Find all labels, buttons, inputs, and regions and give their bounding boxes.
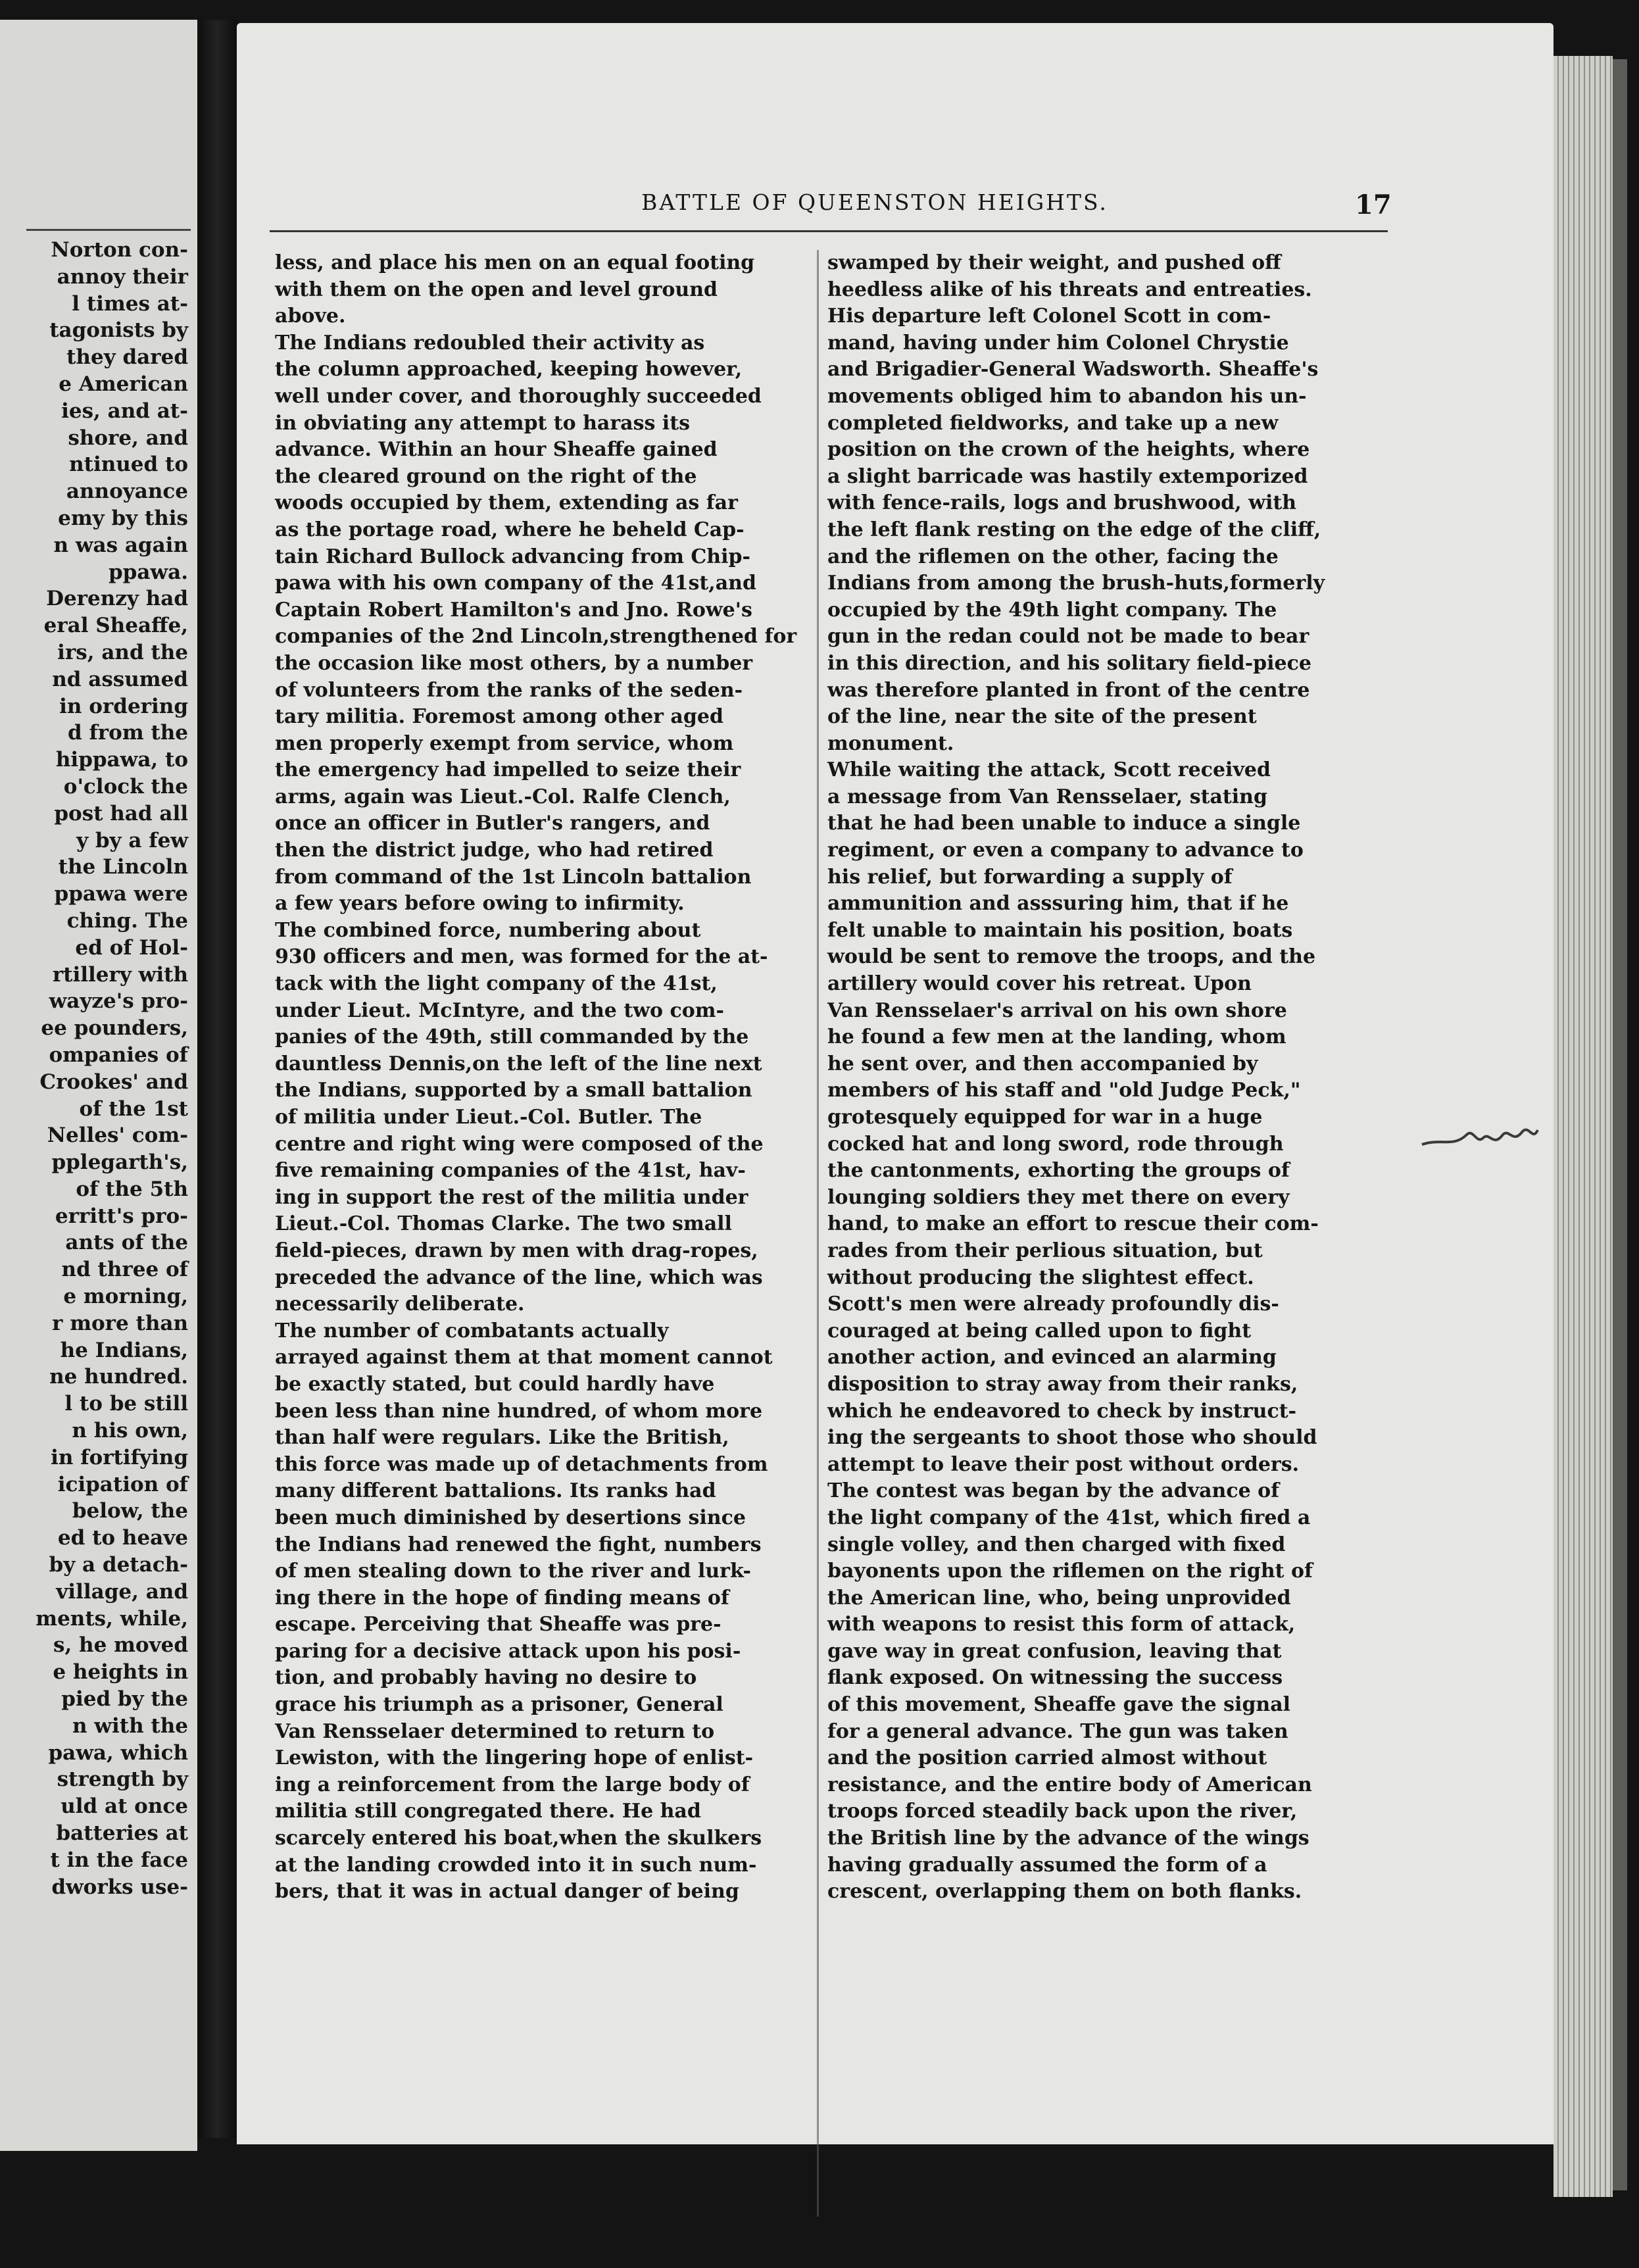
text-line: members of his staff and "old Judge Peck," bbox=[827, 1079, 1301, 1102]
text-line: cocked hat and long sword, rode through bbox=[827, 1132, 1284, 1156]
left-fragment-line: e heights in bbox=[53, 1660, 188, 1685]
left-fragment-line: n was again bbox=[53, 533, 188, 557]
left-fragment-line: rtillery with bbox=[52, 962, 188, 987]
text-line: a slight barricade was hastily extemporized bbox=[827, 464, 1308, 488]
text-line: ammunition and asssuring him, that if he bbox=[827, 892, 1289, 916]
left-fragment-line: pied by the bbox=[61, 1687, 188, 1712]
text-line: having gradually assumed the form of a bbox=[827, 1853, 1267, 1877]
left-fragment-line: Derenzy had bbox=[46, 587, 188, 611]
text-line: 930 officers and men, was formed for the at- bbox=[275, 945, 768, 969]
left-fragment-line: batteries at bbox=[56, 1821, 188, 1846]
text-line: artillery would cover his retreat. Upon bbox=[827, 972, 1252, 996]
left-fragment-line: e American bbox=[59, 372, 188, 396]
left-fragment-line: the Lincoln bbox=[58, 855, 188, 879]
left-fragment-line: erritt's pro- bbox=[55, 1204, 188, 1228]
left-fragment-line: ants of the bbox=[65, 1231, 188, 1255]
text-line: arrayed against them at that moment cannot bbox=[275, 1346, 773, 1369]
left-fragment-line: emy by this bbox=[58, 506, 188, 530]
left-fragment-line: Nelles' com- bbox=[47, 1123, 188, 1148]
text-line: Van Rensselaer determined to return to bbox=[275, 1719, 715, 1743]
text-line: the occasion like most others, by a number bbox=[275, 651, 753, 675]
text-line: of men stealing down to the river and lurk- bbox=[275, 1560, 751, 1583]
text-line: from command of the 1st Lincoln battalion bbox=[275, 865, 752, 889]
left-fragment-line: ee pounders, bbox=[41, 1016, 188, 1041]
text-line: hand, to make an effort to rescue their com- bbox=[827, 1212, 1319, 1236]
left-fragment-line: in ordering bbox=[59, 694, 188, 718]
left-fragment-line: uld at once bbox=[61, 1794, 188, 1819]
text-line: that he had been unable to induce a single bbox=[827, 812, 1301, 835]
text-line: ing the sergeants to shoot those who should bbox=[827, 1426, 1317, 1450]
text-line: as the portage road, where he beheld Cap- bbox=[275, 518, 745, 541]
text-line: with fence-rails, logs and brushwood, with bbox=[827, 491, 1297, 515]
left-fragment-line: l to be still bbox=[64, 1392, 188, 1416]
text-line: of volunteers from the ranks of the seden- bbox=[275, 678, 743, 702]
left-fragment-line: ntinued to bbox=[69, 453, 188, 477]
column-divider bbox=[817, 250, 819, 2217]
text-line: well under cover, and thoroughly succeeded bbox=[275, 384, 762, 408]
text-line: mand, having under him Colonel Chrystie bbox=[827, 331, 1289, 355]
left-fragment-line: o'clock the bbox=[63, 774, 188, 799]
text-line: heedless alike of his threats and entreaties. bbox=[827, 278, 1312, 301]
text-line: gun in the redan could not be made to bear bbox=[827, 625, 1309, 649]
left-fragment-line: shore, and bbox=[68, 426, 188, 450]
left-fragment-line: pawa, which bbox=[48, 1740, 188, 1765]
left-fragment-line: ompanies of bbox=[49, 1043, 188, 1067]
text-line: flank exposed. On witnessing the success bbox=[827, 1666, 1283, 1690]
text-column-right bbox=[827, 250, 1394, 1906]
text-line: tary militia. Foremost among other aged bbox=[275, 705, 723, 729]
text-line: the Indians, supported by a small battalion bbox=[275, 1079, 752, 1102]
text-line: at the landing crowded into it in such num- bbox=[275, 1853, 757, 1877]
left-fragment-line: ies, and at- bbox=[61, 399, 188, 423]
text-line: grotesquely equipped for war in a huge bbox=[827, 1106, 1263, 1129]
text-line: once an officer in Butler's rangers, and bbox=[275, 812, 710, 835]
left-fragment-line: ne hundred. bbox=[49, 1365, 188, 1389]
text-line: militia still congregated there. He had bbox=[275, 1800, 701, 1823]
running-header: BATTLE OF QUEENSTON HEIGHTS. bbox=[641, 189, 1108, 215]
text-line: under Lieut. McIntyre, and the two com- bbox=[275, 998, 724, 1022]
text-line: lounging soldiers they met there on every bbox=[827, 1185, 1290, 1209]
text-line: many different battalions. Its ranks had bbox=[275, 1479, 716, 1503]
left-fragment-line: eral Sheaffe, bbox=[43, 614, 188, 638]
left-fragment-line: s, he moved bbox=[53, 1633, 188, 1658]
left-fragment-line: n his own, bbox=[72, 1419, 188, 1443]
text-line: bayonents upon the riflemen on the right of bbox=[827, 1560, 1313, 1583]
text-line: crescent, overlapping them on both flanks. bbox=[827, 1880, 1302, 1904]
text-line: escape. Perceiving that Sheaffe was pre- bbox=[275, 1613, 722, 1637]
left-fragment-line: below, the bbox=[72, 1499, 188, 1523]
left-fragment-line: y by a few bbox=[76, 828, 188, 852]
left-header-rule bbox=[26, 229, 191, 231]
text-line: of this movement, Sheaffe gave the signal bbox=[827, 1693, 1291, 1717]
left-fragment-line: of the 1st bbox=[79, 1097, 188, 1121]
left-fragment-line: ed of Hol- bbox=[75, 935, 188, 960]
text-line: the American line, who, being unprovided bbox=[827, 1586, 1291, 1610]
text-line: five remaining companies of the 41st, hav- bbox=[275, 1159, 746, 1183]
text-line: Captain Robert Hamilton's and Jno. Rowe's bbox=[275, 598, 752, 622]
text-line: paring for a decisive attack upon his posi- bbox=[275, 1639, 741, 1663]
text-line: a few years before owing to infirmity. bbox=[275, 892, 685, 916]
page-edges bbox=[1553, 56, 1613, 2197]
text-line: and Brigadier-General Wadsworth. Sheaffe's bbox=[827, 358, 1319, 382]
text-line: movements obliged him to abandon his un- bbox=[827, 384, 1307, 408]
text-line: the emergency had impelled to seize their bbox=[275, 758, 741, 782]
left-fragment-line: strength by bbox=[57, 1767, 188, 1792]
text-line: bers, that it was in actual danger of being bbox=[275, 1880, 739, 1904]
left-fragment-line: l times at- bbox=[72, 291, 188, 316]
text-line: dauntless Dennis,on the left of the line next bbox=[275, 1052, 762, 1075]
text-line: without producing the slightest effect. bbox=[827, 1266, 1254, 1289]
left-fragment-line: d from the bbox=[68, 721, 188, 745]
text-line: The Indians redoubled their activity as bbox=[275, 331, 705, 355]
text-line: tion, and probably having no desire to bbox=[275, 1666, 697, 1690]
left-fragment-line: pplegarth's, bbox=[51, 1150, 188, 1175]
text-line: rades from their perlious situation, but bbox=[827, 1239, 1263, 1262]
text-line: Van Rensselaer's arrival on his own shore bbox=[827, 998, 1287, 1022]
text-line: in obviating any attempt to harass its bbox=[275, 411, 690, 435]
left-fragment-line: ching. The bbox=[66, 908, 188, 933]
left-fragment-line: post had all bbox=[54, 801, 188, 826]
handwritten-margin-mark bbox=[1421, 1118, 1539, 1164]
page-number: 17 bbox=[1355, 189, 1392, 220]
text-line: ing a reinforcement from the large body of bbox=[275, 1773, 750, 1796]
left-fragment-line: nd assumed bbox=[52, 667, 188, 691]
text-line: ing there in the hope of finding means of bbox=[275, 1586, 729, 1610]
text-line: felt unable to maintain his position, boats bbox=[827, 918, 1293, 942]
text-line: ing in support the rest of the militia under bbox=[275, 1185, 748, 1209]
text-line: resistance, and the entire body of American bbox=[827, 1773, 1312, 1796]
text-line: troops forced steadily back upon the river, bbox=[827, 1800, 1298, 1823]
text-line: companies of the 2nd Lincoln,strengthened for bbox=[275, 625, 797, 649]
text-line: regiment, or even a company to advance to bbox=[827, 839, 1304, 862]
text-line: this force was made up of detachments from bbox=[275, 1452, 768, 1476]
text-line: the cleared ground on the right of the bbox=[275, 464, 697, 488]
text-line: single volley, and then charged with fixed bbox=[827, 1533, 1286, 1556]
left-fragment-line: ments, while, bbox=[36, 1606, 188, 1631]
text-line: of the line, near the site of the present bbox=[827, 705, 1257, 729]
text-line: been much diminished by desertions since bbox=[275, 1506, 746, 1529]
left-fragment-line: icipation of bbox=[57, 1472, 188, 1496]
text-line: While waiting the attack, Scott received bbox=[827, 758, 1271, 782]
text-line: advance. Within an hour Sheaffe gained bbox=[275, 438, 718, 462]
text-line: gave way in great confusion, leaving that bbox=[827, 1639, 1282, 1663]
left-fragment-line: dworks use- bbox=[51, 1875, 188, 1899]
left-fragment-line: in fortifying bbox=[51, 1445, 188, 1469]
text-line: the light company of the 41st, which fired a bbox=[827, 1506, 1311, 1529]
header-rule bbox=[270, 230, 1388, 232]
left-fragment-line: by a detach- bbox=[49, 1553, 188, 1577]
text-line: grace his triumph as a prisoner, General bbox=[275, 1693, 723, 1717]
left-fragment-line: they dared bbox=[66, 345, 188, 370]
left-fragment-line: he Indians, bbox=[60, 1338, 188, 1362]
text-line: and the position carried almost without bbox=[827, 1746, 1267, 1770]
text-line: another action, and evinced an alarming bbox=[827, 1346, 1277, 1369]
text-line: with weapons to resist this form of attack, bbox=[827, 1613, 1296, 1637]
left-fragment-line: irs, and the bbox=[57, 640, 188, 664]
left-fragment-line: e morning, bbox=[63, 1285, 188, 1309]
text-line: above. bbox=[275, 305, 346, 328]
left-fragment-line: n with the bbox=[72, 1713, 188, 1738]
text-line: Lieut.-Col. Thomas Clarke. The two small bbox=[275, 1212, 732, 1236]
text-line: his relief, but forwarding a supply of bbox=[827, 865, 1233, 889]
text-line: monument. bbox=[827, 731, 954, 755]
text-line: he sent over, and then accompanied by bbox=[827, 1052, 1258, 1075]
text-line: then the district judge, who had retired bbox=[275, 839, 714, 862]
book-gutter bbox=[197, 20, 237, 2138]
text-line: couraged at being called upon to fight bbox=[827, 1319, 1252, 1343]
text-line: Lewiston, with the lingering hope of enlist- bbox=[275, 1746, 754, 1770]
text-line: disposition to stray away from their ranks, bbox=[827, 1372, 1298, 1396]
text-line: tain Richard Bullock advancing from Chip- bbox=[275, 545, 750, 568]
left-fragment-line: r more than bbox=[52, 1311, 188, 1335]
text-line: in this direction, and his solitary field-piece bbox=[827, 651, 1311, 675]
text-line: the cantonments, exhorting the groups of bbox=[827, 1159, 1290, 1183]
left-fragment-line: tagonists by bbox=[49, 318, 188, 343]
text-line: panies of the 49th, still commanded by the bbox=[275, 1025, 749, 1049]
left-fragment-line: ed to heave bbox=[57, 1526, 188, 1550]
text-line: The number of combatants actually bbox=[275, 1319, 669, 1343]
left-fragment-line: Crookes' and bbox=[39, 1070, 188, 1094]
text-line: been less than nine hundred, of whom more bbox=[275, 1399, 763, 1423]
left-fragment-line: nd three of bbox=[61, 1258, 188, 1282]
left-fragment-line: hippawa, to bbox=[55, 748, 188, 772]
text-line: would be sent to remove the troops, and the bbox=[827, 945, 1316, 969]
text-line: and the riflemen on the other, facing the bbox=[827, 545, 1279, 568]
text-line: woods occupied by them, extending as far bbox=[275, 491, 738, 515]
text-line: the left flank resting on the edge of the cliff, bbox=[827, 518, 1321, 541]
left-fragment-line: wayze's pro- bbox=[49, 989, 188, 1014]
text-column-left bbox=[275, 250, 814, 1906]
text-line: The contest was began by the advance of bbox=[827, 1479, 1280, 1503]
text-line: His departure left Colonel Scott in com- bbox=[827, 305, 1271, 328]
text-line: be exactly stated, but could hardly have bbox=[275, 1372, 715, 1396]
text-line: preceded the advance of the line, which was bbox=[275, 1266, 763, 1289]
text-line: the British line by the advance of the wings bbox=[827, 1827, 1309, 1850]
text-line: arms, again was Lieut.-Col. Ralfe Clench, bbox=[275, 785, 731, 808]
text-line: attempt to leave their post without orders. bbox=[827, 1452, 1300, 1476]
text-line: position on the crown of the heights, where bbox=[827, 438, 1310, 462]
text-line: with them on the open and level ground bbox=[275, 278, 718, 301]
left-fragment-line: t in the face bbox=[50, 1848, 188, 1872]
text-line: which he endeavored to check by instruct- bbox=[827, 1399, 1297, 1423]
text-line: The combined force, numbering about bbox=[275, 918, 701, 942]
left-page-fragment bbox=[0, 20, 197, 2151]
text-line: he found a few men at the landing, whom bbox=[827, 1025, 1286, 1049]
left-fragment-line: Norton con- bbox=[51, 238, 188, 262]
text-line: completed fieldworks, and take up a new bbox=[827, 411, 1279, 435]
text-line: the column approached, keeping however, bbox=[275, 358, 743, 382]
text-line: less, and place his men on an equal footing bbox=[275, 251, 755, 274]
left-fragment-line: ppawa. bbox=[108, 560, 188, 584]
text-line: the Indians had renewed the fight, numbers bbox=[275, 1533, 762, 1556]
book-cover-edge bbox=[1613, 59, 1627, 2190]
text-line: occupied by the 49th light company. The bbox=[827, 598, 1277, 622]
text-line: field-pieces, drawn by men with drag-ropes, bbox=[275, 1239, 758, 1262]
text-line: men properly exempt from service, whom bbox=[275, 731, 734, 755]
left-fragment-line: of the 5th bbox=[76, 1177, 188, 1201]
text-line: Scott's men were already profoundly dis- bbox=[827, 1293, 1279, 1316]
text-line: scarcely entered his boat,when the skulkers bbox=[275, 1827, 762, 1850]
text-line: centre and right wing were composed of the bbox=[275, 1132, 764, 1156]
text-line: was therefore planted in front of the centre bbox=[827, 678, 1310, 702]
text-line: swamped by their weight, and pushed off bbox=[827, 251, 1281, 274]
text-line: than half were regulars. Like the British, bbox=[275, 1426, 729, 1450]
left-column-text bbox=[0, 237, 188, 1900]
left-fragment-line: annoy their bbox=[57, 264, 188, 289]
text-line: for a general advance. The gun was taken bbox=[827, 1719, 1288, 1743]
text-line: of militia under Lieut.-Col. Butler. The bbox=[275, 1106, 702, 1129]
text-line: tack with the light company of the 41st, bbox=[275, 972, 718, 996]
left-fragment-line: annoyance bbox=[66, 480, 188, 504]
left-fragment-line: ppawa were bbox=[54, 882, 188, 906]
text-line: Indians from among the brush-huts,formerly bbox=[827, 572, 1325, 595]
text-line: pawa with his own company of the 41st,and bbox=[275, 572, 756, 595]
left-fragment-line: village, and bbox=[56, 1579, 188, 1604]
text-line: necessarily deliberate. bbox=[275, 1293, 525, 1316]
text-line: a message from Van Rensselaer, stating bbox=[827, 785, 1267, 808]
